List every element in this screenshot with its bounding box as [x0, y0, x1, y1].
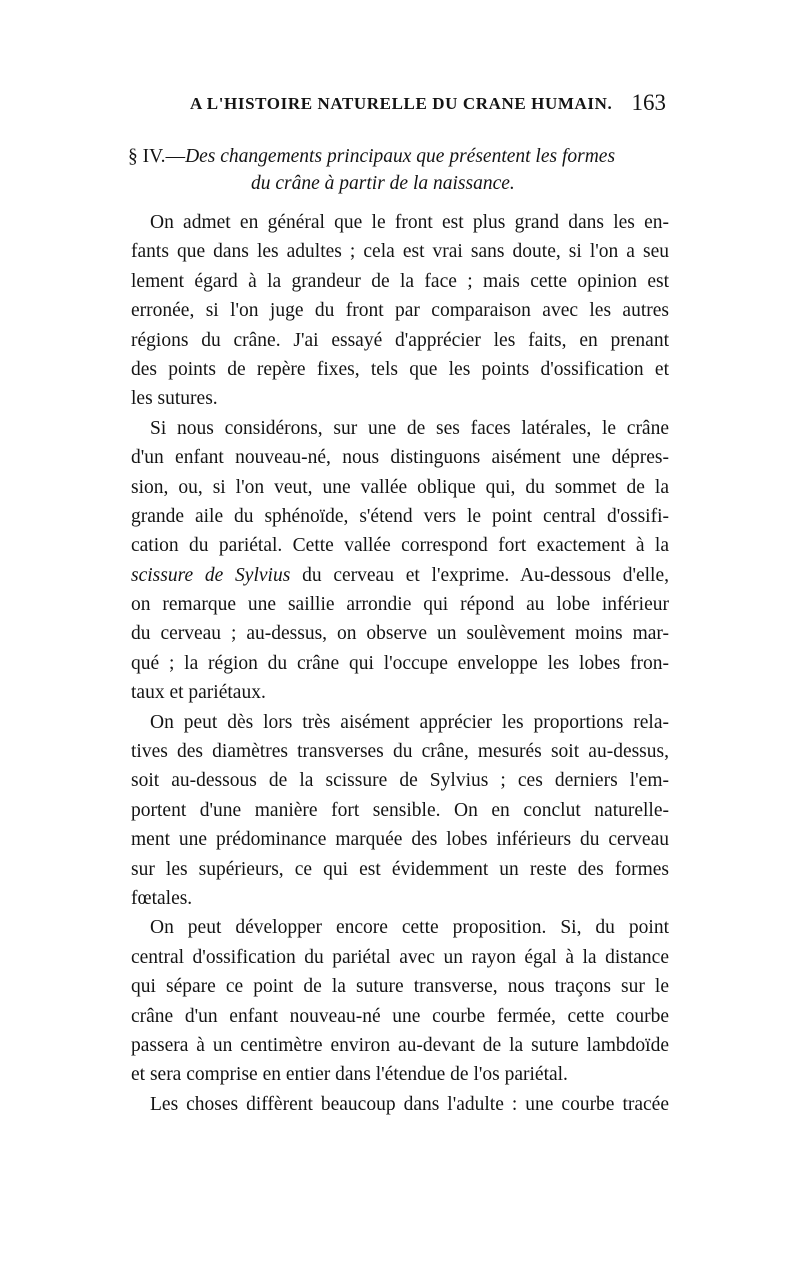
paragraph-2 [131, 414, 669, 708]
section-heading [128, 143, 673, 197]
paragraph-4 [131, 913, 669, 1089]
text-line: du cerveau ; au-dessus, on observe un soulèvement moins mar- [131, 623, 669, 645]
text-line: erronée, si l'on juge du front par comparaison avec les autres [131, 300, 669, 322]
text-line: grande aile du sphénoïde, s'étend vers le point central d'ossifi- [131, 505, 669, 527]
text-line: d'un enfant nouveau-né, nous distinguons aisément une dépres- [131, 447, 669, 469]
text-line: On peut développer encore cette proposition. Si, du point [150, 917, 669, 939]
text-line: central d'ossification du pariétal avec un rayon égal à la distance [131, 946, 669, 968]
text-line: taux et pariétaux. [131, 682, 266, 704]
paragraph-5 [131, 1090, 669, 1119]
text-line: des points de repère fixes, tels que les points d'ossification et [131, 358, 669, 380]
text-line: on remarque une saillie arrondie qui répond au lobe inférieur [131, 594, 669, 616]
text-line: sur les supérieurs, ce qui est évidemment un reste des formes [131, 858, 669, 880]
text-line: soit au-dessous de la scissure de Sylvius ; ces derniers l'em- [131, 770, 669, 792]
italic-phrase: scissure de Sylvius [131, 564, 291, 586]
running-title: A L'HISTOIRE NATURELLE DU CRANE HUMAIN. [190, 94, 613, 113]
text-line-with-italic [131, 561, 669, 590]
running-header [190, 92, 666, 122]
paragraph-3 [131, 708, 669, 914]
paragraph-1 [131, 208, 669, 414]
section-dash: — [165, 146, 186, 167]
text-line: régions du crâne. J'ai essayé d'apprécier les faits, en prenant [131, 329, 669, 351]
text-line: fœtales. [131, 887, 193, 909]
text-line: ment une prédominance marquée des lobes inférieurs du cerveau [131, 829, 669, 851]
text-line: qué ; la région du crâne qui l'occupe enveloppe les lobes fron- [131, 652, 669, 674]
text-line: portent d'une manière fort sensible. On en conclut naturelle- [131, 799, 669, 821]
text-line: qui sépare ce point de la suture transverse, nous traçons sur le [131, 976, 669, 998]
text-line-rest: du cerveau et l'exprime. Au-dessous d'elle, [290, 564, 670, 586]
text-line: fants que dans les adultes ; cela est vrai sans doute, si l'on a seu [131, 241, 669, 263]
text-line: lement égard à la grandeur de la face ; mais cette opinion est [131, 270, 669, 292]
text-line: passera à un centimètre environ au-devant de la suture lambdoïde [131, 1034, 669, 1056]
text-line: cation du pariétal. Cette vallée correspond fort exactement à la [131, 535, 669, 557]
section-title-line-1: Des changements principaux que présentent les formes [185, 146, 616, 167]
text-line: On peut dès lors très aisément apprécier les proportions rela- [150, 711, 669, 733]
text-line: Les choses diffèrent beaucoup dans l'adulte : une courbe tracée [150, 1093, 669, 1115]
section-number: § IV. [128, 146, 166, 167]
section-heading-line-1 [128, 143, 673, 170]
text-line: On admet en général que le front est plus grand dans les en- [150, 212, 669, 233]
page-number: 163 [631, 90, 666, 115]
text-line: crâne d'un enfant nouveau-né une courbe fermée, cette courbe [131, 1005, 669, 1027]
text-line: sion, ou, si l'on veut, une vallée oblique qui, du sommet de la [131, 476, 669, 498]
text-line: tives des diamètres transverses du crâne, mesurés soit au-dessus, [131, 741, 669, 763]
text-line: Si nous considérons, sur une de ses faces latérales, le crâne [150, 417, 669, 439]
body-text [131, 208, 669, 1119]
text-line: les sutures. [131, 388, 218, 410]
text-line: et sera comprise en entier dans l'étendue de l'os pariétal. [131, 1064, 568, 1086]
section-title-line-2: du crâne à partir de la naissance. [251, 173, 515, 194]
